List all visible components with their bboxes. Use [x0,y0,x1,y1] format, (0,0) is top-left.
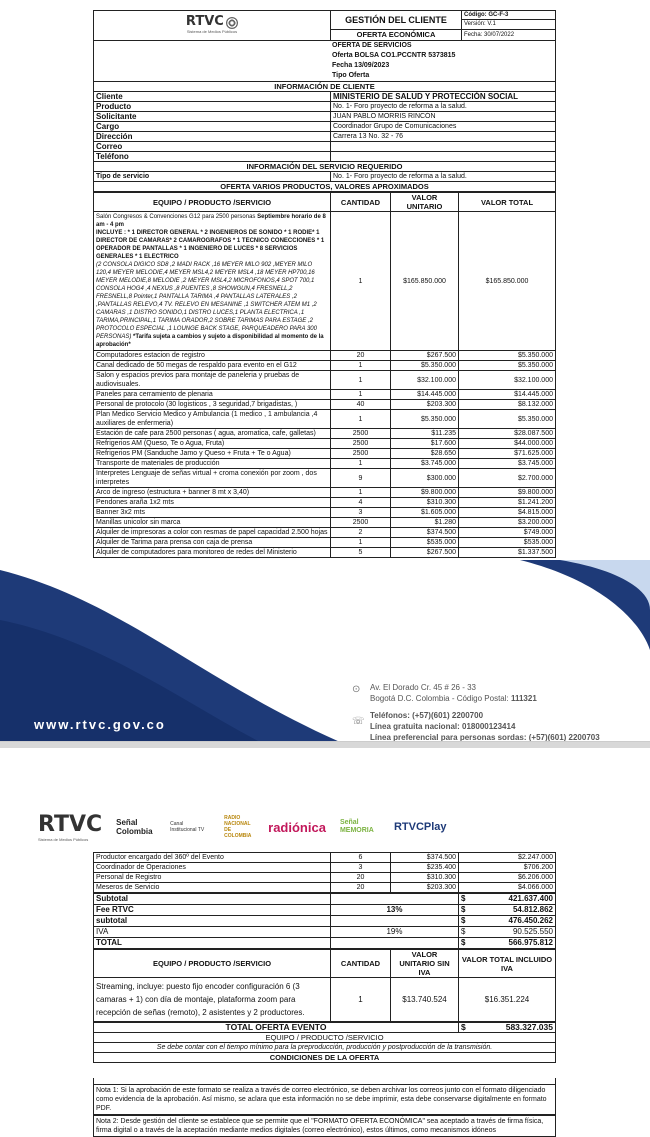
item-desc: Alquiler de Tarima para prensa con caja de prensa [94,538,331,548]
item-total: $2.247.000 [459,853,556,863]
rtvc-logo-icon [226,17,238,29]
item-desc: Plan Medico Servicio Medico y Ambulancia (1 medico , 1 ambulancia ,4 auxiliares de enfermeria) [94,410,331,429]
item-qty: 3 [331,508,391,518]
total-currency: $ [459,916,475,927]
footer-postal: 111321 [510,694,537,703]
offer-section-title: OFERTA VARIOS PRODUCTOS, VALORES APROXIMADOS [94,182,556,192]
item-total: $3.200.000 [459,518,556,528]
item-unit: $5.350.000 [391,410,459,429]
rtvc-brand [38,812,102,842]
item-unit: $267.500 [391,548,459,558]
table-row [94,429,556,439]
item-qty: 6 [331,853,391,863]
table-row [94,390,556,400]
table-row [94,469,556,488]
canal-institucional-logo: Canal Institucional TV [170,821,205,833]
total-label: TOTAL [94,938,331,949]
product-label: Producto [94,102,331,112]
offer-line-2: Oferta BOLSA CO1.PCCNTR 5373815 [332,52,456,59]
total-value: 566.975.812 [475,938,556,949]
items-body [94,351,556,558]
item-desc: Coordinador de Operaciones [94,863,331,873]
item-total: $44.000.000 [459,439,556,449]
totals-row [94,938,556,949]
totals-row [94,894,556,905]
item-unit: $203.300 [391,400,459,410]
table-row [94,883,556,893]
total-pct: 19% [331,927,459,938]
client-value: MINISTERIO DE SALUD Y PROTECCIÓN SOCIAL [331,92,556,102]
conditions-title: CONDICIONES DE LA OFERTA [94,1053,556,1063]
total-value: 54.812.862 [475,905,556,916]
totals-row [94,905,556,916]
stream-unit: $13.740.524 [391,978,459,1022]
item-total: $2.700.000 [459,469,556,488]
phone-icon: ☏ [352,716,365,727]
item-total: $6.206.000 [459,873,556,883]
totals-table [93,893,556,949]
big-item-equipment: (2 CONSOLA DIGICO SD8 ,2 MADI RACK ,16 MEYER MILO 902 ,MEYER MILO 120,4 MEYER MELODIE,4 MEYER MSL4,2 MEYER MSL4 ,18 MEYER HP700,16 MEYER MELODIE,8 MELODIE ,2 MEYER MSL4,2 MICROFONOS,4 SPOT 700,1 CONSOLA HOG4 ,4 NEXUS ,8 PUENTES ,8 SHOWGUN,4 FRESNELL,2 FRESNELL,8 Pointer,1 PANTALLA TARIMA ,4 PANTALLAS LATERALES ,2 ,PANTALLAS RELEVO,4 TV. RELEVO EN MESANINE ,1 SWITCHER ATEM M1 ,2 CAMARAS ,1 DISTRO SONIDO,1 DISTRO LUCES,1 PLANTA ELECTRICA ,1 TARIMA,PRINCIPAL,1 TARIMA ORADOR,2 SOBRE TARIMAS PARA ESTAGE ,2 PROTOCOLO ESPECIAL ,1 LOUNGE BACK STAGE, PARQUEADERO PARA 300 PERSONAS) [96,262,317,340]
col-product: EQUIPO / PRODUCTO /SERVICIO [94,193,331,212]
footer-phones: Teléfonos: (+57)(601) 2200700 [370,711,484,720]
item-total: $8.132.000 [459,400,556,410]
radio-nacional-logo: RADIO NACIONAL DE COLOMBIA [224,815,252,839]
doc-version: Versión: V.1 [462,20,556,29]
item-qty: 3 [331,863,391,873]
item-qty: 1 [331,410,391,429]
item-unit: $17.600 [391,439,459,449]
table-row [94,459,556,469]
item-total: $535.000 [459,538,556,548]
stream-table [93,949,556,1022]
total-label: Subtotal [94,894,331,905]
col-total: VALOR TOTAL [459,193,556,212]
item-total: $32.100.000 [459,371,556,390]
item-desc: Manillas unicolor sin marca [94,518,331,528]
col2-total: VALOR TOTAL INCLUIDO IVA [459,950,556,978]
requester-value: JUAN PABLO MORRIS RINCÓN [331,112,556,122]
table-row [94,538,556,548]
total-value: 421.637.400 [475,894,556,905]
item-qty: 20 [331,351,391,361]
rtvc-brand-text: RTVC [38,812,103,837]
item-unit: $203.300 [391,883,459,893]
table-row [94,449,556,459]
item-desc: Refrigerios AM (Queso, Te o Agua, Fruta) [94,439,331,449]
item-desc: Transporte de materiales de producción [94,459,331,469]
position-value: Coordinador Grupo de Comunicaciones [331,122,556,132]
big-item-staff: INCLUYE : * 1 DIRECTOR GENERAL * 2 INGENIEROS DE SONIDO * 1 RODIE* 1 DIRECTOR DE CAMARAS* 2 CAMAROGRAFOS * 1 TECNICO CONECCIONES * 1 OPERADOR DE PANTALLAS * 1 INGENIERO DE LUCES * 8 SERVICIOS GENERALES * 1 ELECTRICO [96,230,325,260]
item-unit: $374.500 [391,528,459,538]
page-2 [0,748,650,1137]
item-unit: $1.280 [391,518,459,528]
item-unit: $11.235 [391,429,459,439]
header-subtitle: OFERTA ECONÓMICA [331,29,462,40]
item-total: $706.200 [459,863,556,873]
table-row [94,498,556,508]
total-offer-table [93,1022,556,1063]
table-row [94,351,556,361]
big-item-qty: 1 [331,212,391,351]
total-pct [331,916,459,927]
time-note: Se debe contar con el tiempo mínimo para la preproducción, producción y postproducción de la transmisión. [94,1043,556,1053]
header-logo-cell [94,11,331,41]
total-label: subtotal [94,916,331,927]
item-total: $4.066.000 [459,883,556,893]
item-qty: 9 [331,469,391,488]
item-qty: 1 [331,538,391,548]
footer-contact [370,682,600,742]
product-value: No. 1- Foro proyecto de reforma a la salud. [331,102,556,112]
total-offer-value: 583.327.035 [475,1023,556,1033]
service-section-title: INFORMACIÓN DEL SERVICIO REQUERIDO [94,162,556,172]
client-section-title: INFORMACIÓN DE CLIENTE [94,82,556,92]
totals-row [94,927,556,938]
item-desc: Productor encargado del 360º del Evento [94,853,331,863]
senal-colombia-logo: Señal Colombia [116,818,153,836]
logo-subtitle: Sistema de Medios Públicos [186,29,238,34]
item-desc: Pendones araña 1x2 mts [94,498,331,508]
item-unit: $535.000 [391,538,459,548]
item-desc: Refrigerios PM (Sanduche Jamo y Queso + Fruta + Te o Agua) [94,449,331,459]
item-desc: Estación de cafe para 2500 personas ( agua, aromatica, cafe, galletas) [94,429,331,439]
item-qty: 2500 [331,439,391,449]
item-qty: 2500 [331,518,391,528]
item-qty: 20 [331,883,391,893]
item-unit: $310.300 [391,498,459,508]
item-total: $71.625.000 [459,449,556,459]
brands-bar [38,812,447,842]
offer-info-block [93,41,556,81]
item-qty: 2500 [331,449,391,459]
rtvc-brand-sub: Sistema de Medios Públicos [38,837,89,842]
stream-total: $16.351.224 [459,978,556,1022]
item-desc: Interpretes Lenguaje de señas virtual + croma conexión por zoom , dos interpretes [94,469,331,488]
client-label: Cliente [94,92,331,102]
table-row [94,863,556,873]
item-unit: $14.445.000 [391,390,459,400]
totals-row [94,916,556,927]
total-offer-currency: $ [459,1023,475,1033]
big-item-desc [94,212,331,351]
item-total: $3.745.000 [459,459,556,469]
footer-city: Bogotá D.C. Colombia - Código Postal: [370,694,511,703]
total-currency: $ [459,894,475,905]
item-unit: $5.350.000 [391,361,459,371]
footer-deaf-line: Línea preferencial para personas sordas: (+57)(601) 2200703 [370,733,600,742]
col-unit: VALOR UNITARIO [391,193,459,212]
col-qty: CANTIDAD [331,193,391,212]
phone-value [331,152,556,162]
item-desc: Arco de ingreso (estructura + banner 8 mt x 3,40) [94,488,331,498]
total-currency: $ [459,905,475,916]
item-desc: Computadores estacion de registro [94,351,331,361]
item-unit: $310.300 [391,873,459,883]
table-row [94,853,556,863]
table-row [94,371,556,390]
rtvcplay-logo: RTVCPlay [393,821,447,833]
stream-qty: 1 [331,978,391,1022]
item-qty: 20 [331,873,391,883]
table-row [94,361,556,371]
table-row [94,873,556,883]
total-offer-label: TOTAL OFERTA EVENTO [94,1023,459,1033]
item-qty: 4 [331,498,391,508]
footer-address: Av. El Dorado Cr. 45 # 26 - 33 [370,683,476,692]
item-total: $1.241.200 [459,498,556,508]
offer-sheet [93,10,556,558]
item-total: $5.350.000 [459,351,556,361]
total-label: IVA [94,927,331,938]
item-unit: $9.800.000 [391,488,459,498]
offer-line-4: Tipo Oferta [332,72,370,79]
total-value: 476.450.262 [475,916,556,927]
offer-line-3: Fecha 13/09/2023 [332,62,390,69]
table-row [94,400,556,410]
table-row [94,488,556,498]
item-total: $14.445.000 [459,390,556,400]
service-type-label: Tipo de servicio [94,172,331,182]
items-table-2 [93,852,556,893]
email-label: Correo [94,142,331,152]
item-desc: Banner 3x2 mts [94,508,331,518]
item-qty: 1 [331,371,391,390]
item-desc: Alquiler de computadores para monitoreo de redes del Ministerio [94,548,331,558]
total-currency: $ [459,927,475,938]
item-desc: Meseros de Servicio [94,883,331,893]
service-type-value: No. 1- Foro proyecto de reforma a la salud. [331,172,556,182]
total-pct [331,938,459,949]
offer-sheet-2 [93,852,556,1063]
address-label: Dirección [94,132,331,142]
location-icon: ⊙ [352,684,361,695]
table-row [94,439,556,449]
doc-date: Fecha: 30/07/2022 [462,29,556,40]
item-unit: $235.400 [391,863,459,873]
col2-qty: CANTIDAD [331,950,391,978]
address-value: Carrera 13 No. 32 - 76 [331,132,556,142]
note-2: Nota 2: Desde gestión del cliente se establece que se permite que el "FORMATO OFERTA ECONÓMICA" sea aceptado a través de firma física, firma digital o a través de la aceptación mediante medios digitales (correo electrónico), estos últimos, como mecanismos idóneos [93,1115,556,1137]
item-total: $1.337.500 [459,548,556,558]
header-table [93,10,556,41]
item-qty: 1 [331,361,391,371]
total-value: 90.525.550 [475,927,556,938]
client-table [93,81,556,192]
table-row [94,518,556,528]
total-pct: 13% [331,905,459,916]
big-item-unit: $165.850.000 [391,212,459,351]
item-unit: $374.500 [391,853,459,863]
item-desc: Canal dedicado de 50 megas de respaldo para evento en el G12 [94,361,331,371]
total-pct [331,894,459,905]
item-unit: $32.100.000 [391,371,459,390]
memoria-logo: Señal MEMORIA [339,819,374,834]
item-total: $4.815.000 [459,508,556,518]
item-desc: Personal de Registro [94,873,331,883]
header-title: GESTIÓN DEL CLIENTE [331,11,462,30]
rtvc-logo: RTVC [185,14,224,30]
table-row [94,508,556,518]
item-qty: 2500 [331,429,391,439]
item-qty: 1 [331,459,391,469]
item-total: $5.350.000 [459,361,556,371]
footer-free-line: Línea gratuita nacional: 018000123414 [370,722,516,731]
item-total: $28.087.500 [459,429,556,439]
item-unit: $28.650 [391,449,459,459]
item-unit: $1.605.000 [391,508,459,518]
big-item-row [94,212,556,351]
item-qty: 1 [331,488,391,498]
item-total: $5.350.000 [459,410,556,429]
stream-desc: Streaming, incluye: puesto fijo encoder configuración 6 (3 camaras + 1) con día de montaje, plataforma zoom para recepción de señas (remoto), 2 asistentes y 2 productores. [94,978,331,1022]
big-item-note: *Tarifa sujeta a cambios y sujeto a disponibilidad al momento de la aprobación* [96,334,324,348]
col2-product: EQUIPO / PRODUCTO /SERVICIO [94,950,331,978]
equipment-label: EQUIPO / PRODUCTO /SERVICIO [94,1033,556,1043]
item-total: $749.000 [459,528,556,538]
phone-label: Teléfono [94,152,331,162]
footer-url[interactable]: www.rtvc.gov.co [34,717,166,732]
item-desc: Salon y espacios previos para montaje de paneleria y pruebas de audiovisuales. [94,371,331,390]
items-table [93,192,556,558]
table-row [94,410,556,429]
item-unit: $300.000 [391,469,459,488]
item-qty: 40 [331,400,391,410]
item-qty: 5 [331,548,391,558]
items-body-2 [94,853,556,893]
item-qty: 1 [331,390,391,400]
requester-label: Solicitante [94,112,331,122]
position-label: Cargo [94,122,331,132]
big-item-total: $165.850.000 [459,212,556,351]
totals-body [94,894,556,949]
note-1: Nota 1: Si la aprobación de este formato se realiza a través de correo electrónico, se deben archivar los correos junto con el formato diligenciado como evidencia de la aprobación. Así mismo, se aclara que esta información no se debe imprimir, esta debe conservarse digitalmente en formato PDF. [93,1084,556,1115]
big-item-venue: Salón Congresos & Convenciones G12 para 2500 personas [96,214,258,220]
big-item-schedule: Septiembre horario de 8 am - 4 pm [96,214,326,228]
radionica-logo: radiónica [268,819,326,835]
total-label: Fee RTVC [94,905,331,916]
item-qty: 2 [331,528,391,538]
col2-unit: VALOR UNITARIO SIN IVA [391,950,459,978]
offer-line-1: OFERTA DE SERVICIOS [332,42,412,49]
item-desc: Personal de protocolo (30 logisticos , 3 seguridad,7 brigadistas, ) [94,400,331,410]
item-total: $9.800.000 [459,488,556,498]
item-unit: $3.745.000 [391,459,459,469]
table-row [94,548,556,558]
item-desc: Alquiler de impresoras a color con resmas de papel capacidad 2.500 hojas [94,528,331,538]
item-desc: Paneles para cerramiento de plenaria [94,390,331,400]
item-unit: $267.500 [391,351,459,361]
doc-code: Código: GC-F-3 [462,11,556,20]
table-row [94,528,556,538]
email-value [331,142,556,152]
total-currency: $ [459,938,475,949]
